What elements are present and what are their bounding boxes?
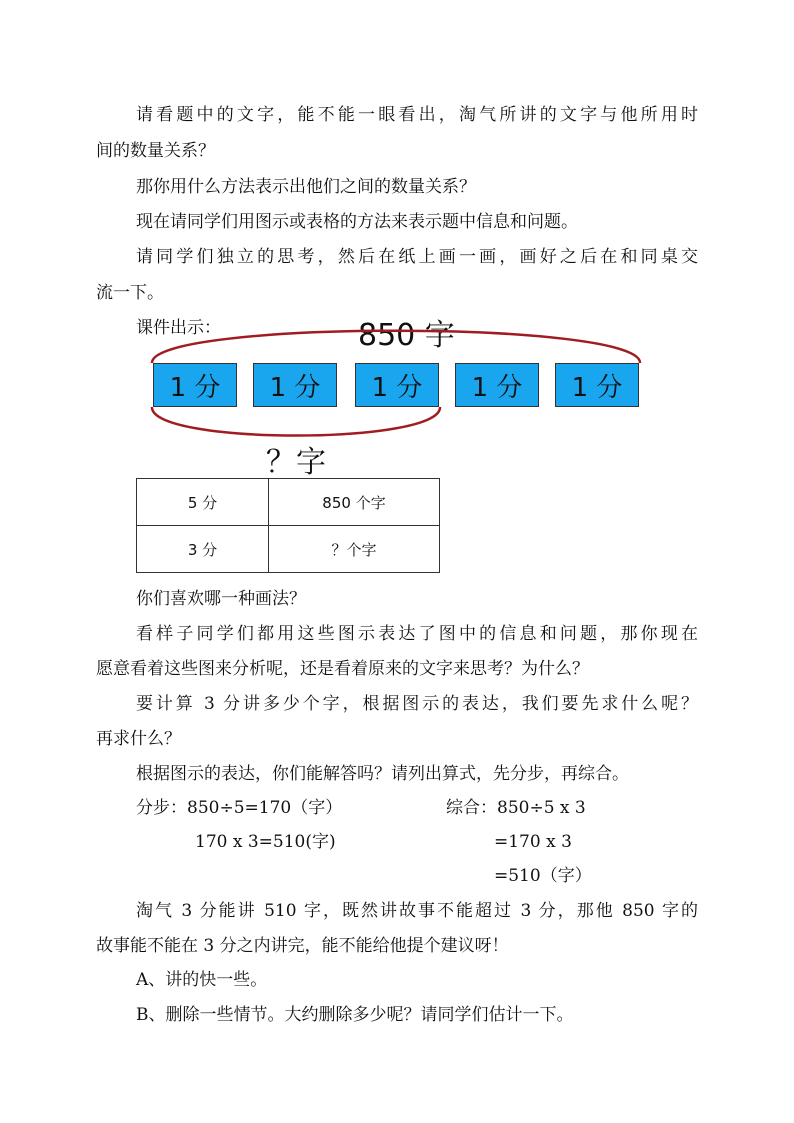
table-cell: 3 分 [137,526,269,573]
paragraph-line: 流一下。 [96,283,164,303]
minute-box: 1 分 [455,363,539,407]
option-a: A、讲的快一些。 [136,970,268,990]
question-ellipse [152,407,440,436]
minute-box: 1 分 [253,363,337,407]
minute-box: 1 分 [355,363,439,407]
paragraph-line: 再求什么？ [96,729,181,749]
paragraph-line: 要计算 3 分讲多少个字，根据图示的表达，我们要先求什么呢？ [136,694,698,714]
paragraph-line: 看样子同学们都用这些图示表达了图中的信息和问题，那你现在 [136,624,698,644]
table-cell: 5 分 [137,479,269,526]
combined-equation: =170 x 3 [494,832,572,852]
combined-equation: =510（字） [494,866,592,886]
table-row [137,526,440,573]
minute-box: 1 分 [153,363,237,407]
info-table [136,478,440,573]
total-words-label: 850 字 [358,318,455,353]
paragraph-line: 现在请同学们用图示或表格的方法来表示题中信息和问题。 [136,212,578,232]
paragraph-line: 课件出示： [136,318,221,338]
paragraph-line: 故事能不能在 3 分之内讲完，能不能给他提个建议呀！ [96,936,509,956]
paragraph-line: 根据图示的表达，你们能解答吗？请列出算式，先分步，再综合。 [136,764,629,784]
option-b: B、删除一些情节。大约删除多少呢？请同学们估计一下。 [136,1005,574,1025]
table-cell: ？个字 [269,526,440,573]
step-equation: 分步：850÷5=170（字） [136,798,343,818]
paragraph-line: 间的数量关系？ [96,141,215,161]
paragraph-line: 请同学们独立的思考，然后在纸上画一画，画好之后在和同桌交 [136,247,698,267]
table-row [137,479,440,526]
combined-equation: 综合：850÷5 x 3 [446,798,586,818]
paragraph-line: 淘气 3 分能讲 510 字，既然讲故事不能超过 3 分，那他 850 字的 [136,901,698,921]
paragraph-line: 请看题中的文字，能不能一眼看出，淘气所讲的文字与他所用时 [136,105,698,125]
question-words-label: ？字 [266,445,326,480]
table-cell: 850 个字 [269,479,440,526]
minute-box: 1 分 [555,363,639,407]
paragraph-line: 愿意看着这些图来分析呢，还是看着原来的文字来思考？为什么？ [96,659,589,679]
step-equation: 170 x 3=510(字) [195,832,336,852]
paragraph-line: 那你用什么方法表示出他们之间的数量关系？ [136,177,476,197]
paragraph-line: 你们喜欢哪一种画法？ [136,589,306,609]
